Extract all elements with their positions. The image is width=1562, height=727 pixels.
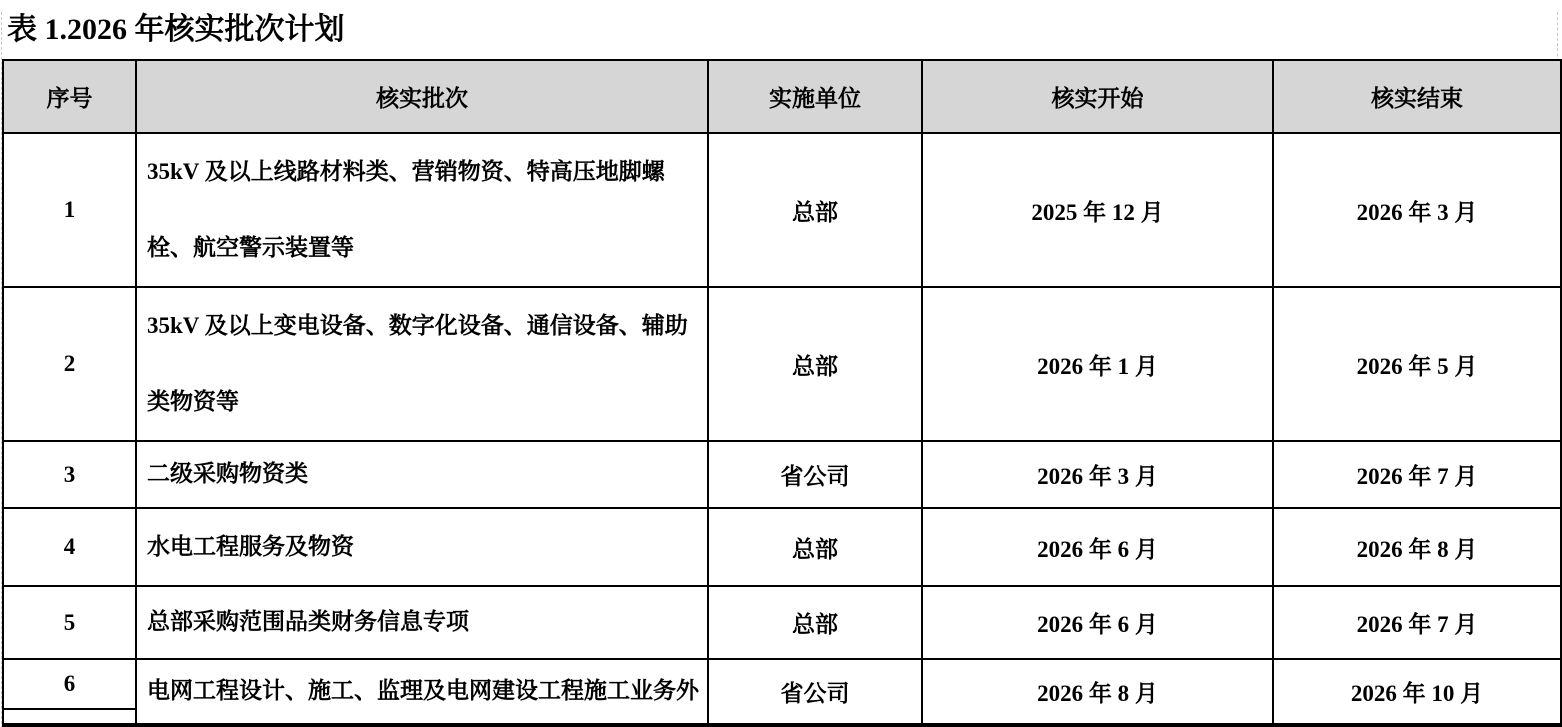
header-start-date: 核实开始 <box>922 60 1273 133</box>
cell-seq-no: 6 <box>3 659 136 709</box>
cell-unit: 总部 <box>708 287 922 441</box>
cell-seq-no: 4 <box>3 508 136 586</box>
cell-end-date: 2026 年 8 月 <box>1273 508 1561 586</box>
cell-unit: 省公司 <box>708 659 922 725</box>
cell-seq-no: 2 <box>3 287 136 441</box>
table-row <box>3 586 1561 659</box>
cell-end-date: 2026 年 5 月 <box>1273 287 1561 441</box>
cell-batch: 水电工程服务及物资 <box>136 508 708 586</box>
table-header-row <box>3 60 1561 133</box>
header-batch: 核实批次 <box>136 60 708 133</box>
cell-unit: 总部 <box>708 508 922 586</box>
cell-end-date: 2026 年 7 月 <box>1273 441 1561 508</box>
header-seq-no: 序号 <box>3 60 136 133</box>
cell-start-date: 2026 年 1 月 <box>922 287 1273 441</box>
cell-end-date: 2026 年 7 月 <box>1273 586 1561 659</box>
cell-unit: 省公司 <box>708 441 922 508</box>
cell-unit: 总部 <box>708 133 922 287</box>
table-title: 表 1.2026 年核实批次计划 <box>7 13 345 46</box>
cell-batch: 35kV 及以上变电设备、数字化设备、通信设备、辅助类物资等 <box>136 287 708 441</box>
cell-end-date: 2026 年 10 月 <box>1273 659 1561 725</box>
cell-seq-no: 1 <box>3 133 136 287</box>
cell-seq-no: 5 <box>3 586 136 659</box>
cell-batch: 35kV 及以上线路材料类、营销物资、特高压地脚螺栓、航空警示装置等 <box>136 133 708 287</box>
header-unit: 实施单位 <box>708 60 922 133</box>
cell-batch: 二级采购物资类 <box>136 441 708 508</box>
verification-batch-plan-table <box>2 59 1562 727</box>
table-row <box>3 441 1561 508</box>
cell-start-date: 2025 年 12 月 <box>922 133 1273 287</box>
cell-start-date: 2026 年 6 月 <box>922 586 1273 659</box>
cell-batch: 总部采购范围品类财务信息专项 <box>136 586 708 659</box>
table-row <box>3 133 1561 287</box>
cell-seq-no-empty <box>3 709 136 725</box>
cell-end-date: 2026 年 3 月 <box>1273 133 1561 287</box>
cell-batch: 电网工程设计、施工、监理及电网建设工程施工业务外 <box>136 659 708 725</box>
cell-start-date: 2026 年 3 月 <box>922 441 1273 508</box>
table-row <box>3 508 1561 586</box>
table-row <box>3 659 1561 709</box>
cell-start-date: 2026 年 8 月 <box>922 659 1273 725</box>
cell-start-date: 2026 年 6 月 <box>922 508 1273 586</box>
header-end-date: 核实结束 <box>1273 60 1561 133</box>
cell-seq-no: 3 <box>3 441 136 508</box>
table-row <box>3 287 1561 441</box>
cell-unit: 总部 <box>708 586 922 659</box>
